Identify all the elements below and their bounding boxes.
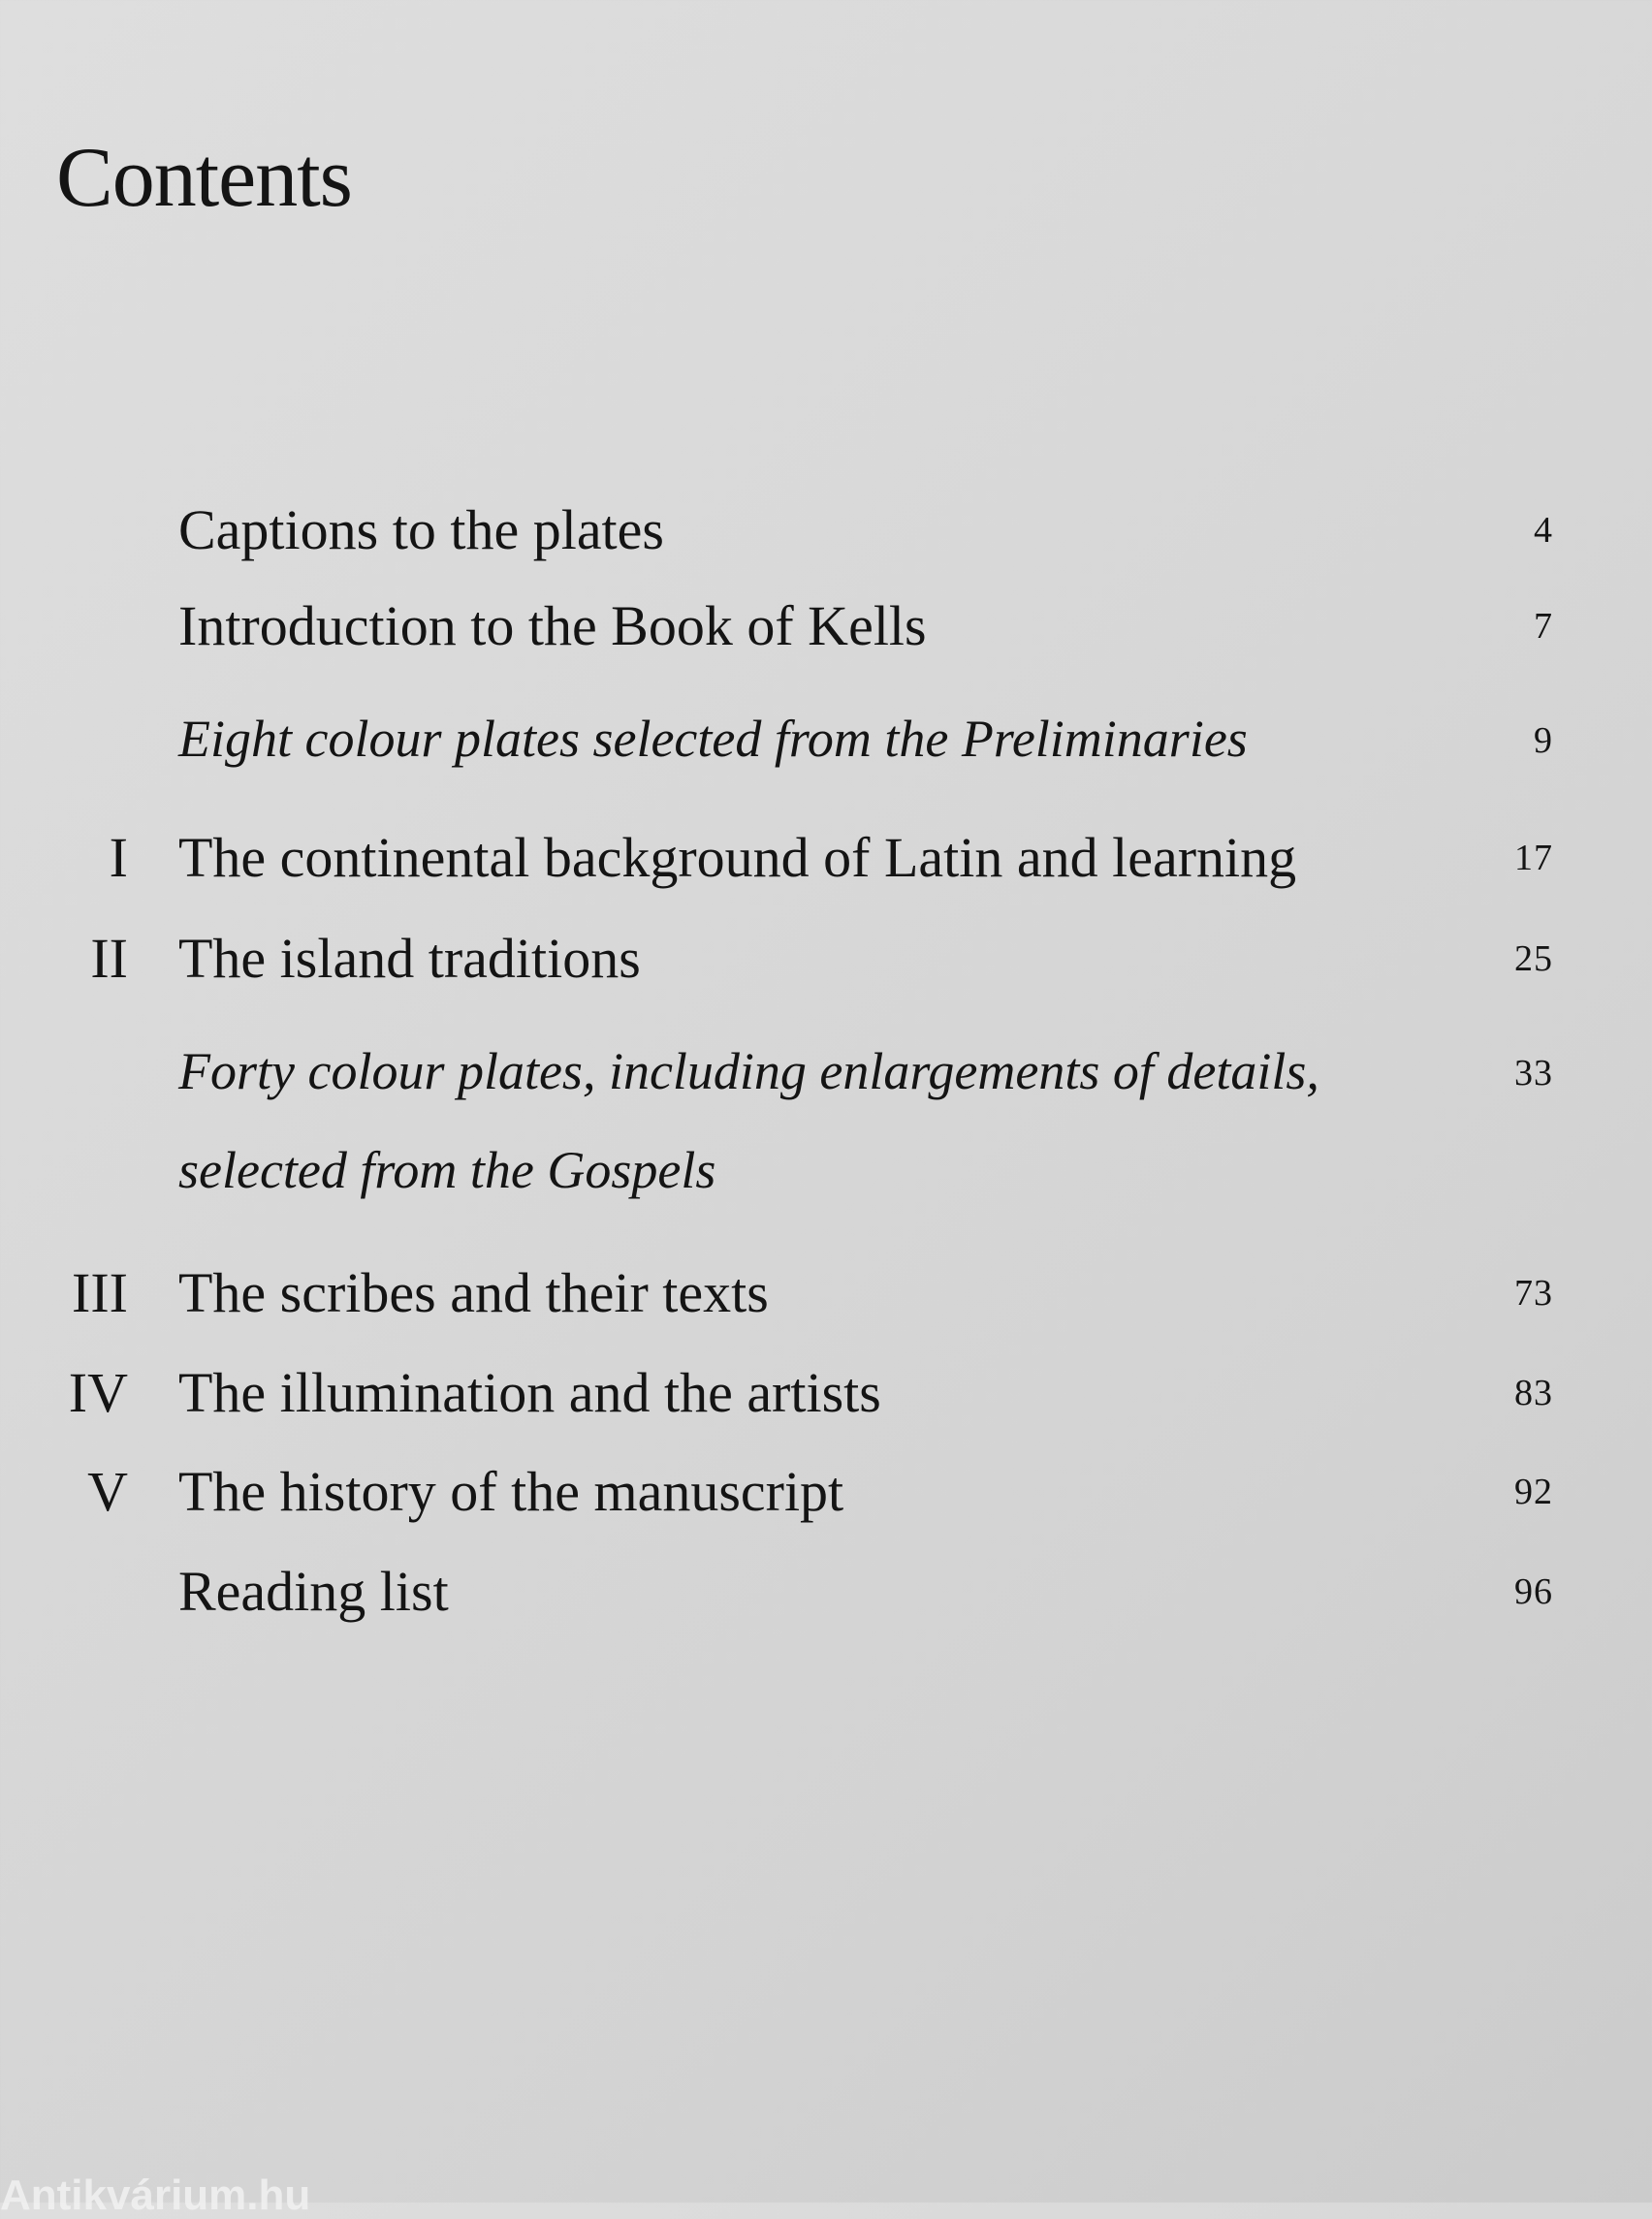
- toc-entry: [0, 826, 1652, 917]
- toc-entry: [0, 1042, 1652, 1220]
- chapter-numeral: I: [109, 826, 128, 889]
- toc-entry: [0, 1361, 1652, 1452]
- entry-title-line-2: selected from the Gospels: [178, 1141, 716, 1199]
- page-number: 92: [1514, 1472, 1553, 1512]
- page-number: 9: [1534, 720, 1553, 761]
- chapter-numeral: IV: [68, 1361, 128, 1424]
- entry-title: The scribes and their texts: [178, 1261, 769, 1324]
- page-title: Contents: [56, 131, 352, 225]
- chapter-numeral: V: [87, 1460, 128, 1523]
- chapter-numeral: II: [90, 927, 128, 990]
- entry-title: The illumination and the artists: [178, 1361, 881, 1424]
- toc-entry: [0, 594, 1652, 685]
- entry-title: Reading list: [178, 1560, 449, 1623]
- toc-entry: [0, 1261, 1652, 1352]
- toc-entry: [0, 1460, 1652, 1551]
- entry-title-line-1: Forty colour plates, including enlargements of details,: [178, 1042, 1319, 1100]
- chapter-numeral: III: [72, 1261, 128, 1324]
- page-number: 83: [1514, 1373, 1553, 1413]
- watermark: Antikvárium.hu: [0, 2171, 311, 2219]
- entry-title: The history of the manuscript: [178, 1460, 844, 1523]
- entry-title: [178, 1042, 1319, 1199]
- toc-entry: [0, 927, 1652, 1018]
- entry-title: Introduction to the Book of Kells: [178, 594, 927, 657]
- toc-entry: [0, 1560, 1652, 1651]
- page-number: 25: [1514, 938, 1553, 979]
- page-number: 73: [1514, 1273, 1553, 1314]
- page-number: 4: [1534, 510, 1553, 551]
- entry-title: The island traditions: [178, 927, 641, 990]
- page-number: 33: [1514, 1053, 1553, 1094]
- page-number: 7: [1534, 606, 1553, 647]
- entry-title: Captions to the plates: [178, 498, 664, 561]
- entry-title: The continental background of Latin and learning: [178, 826, 1297, 889]
- page-number: 96: [1514, 1571, 1553, 1612]
- toc-entry: [0, 498, 1652, 589]
- page-number: 17: [1514, 838, 1553, 878]
- entry-title: Eight colour plates selected from the Preliminaries: [178, 710, 1248, 768]
- toc-entry: [0, 710, 1652, 800]
